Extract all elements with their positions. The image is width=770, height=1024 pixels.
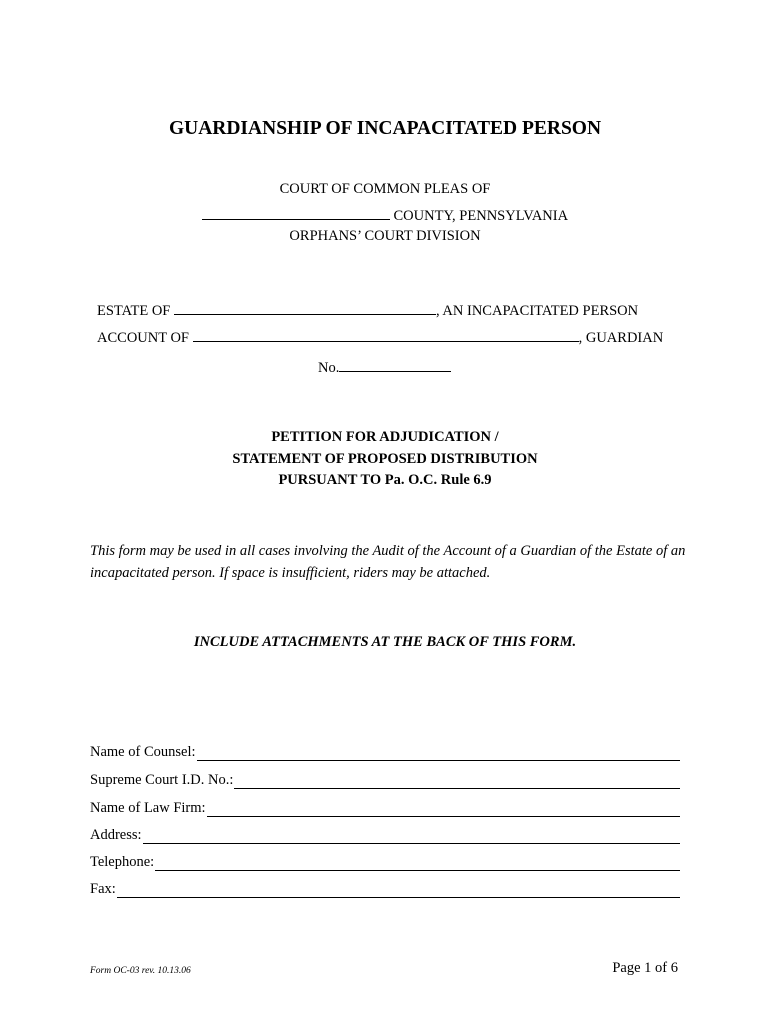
petition-line-3: PURSUANT TO Pa. O.C. Rule 6.9 — [278, 472, 492, 488]
supreme-court-id-field[interactable] — [234, 774, 680, 789]
account-suffix: , GUARDIAN — [578, 330, 664, 346]
fax-label: Fax: — [90, 881, 116, 897]
guardian-name-field[interactable] — [193, 327, 579, 342]
account-row — [97, 327, 663, 347]
address-field[interactable] — [143, 829, 680, 844]
telephone-row — [90, 854, 680, 871]
estate-label: ESTATE OF — [97, 303, 171, 319]
counsel-name-label: Name of Counsel: — [90, 744, 196, 760]
include-attachments-notice: INCLUDE ATTACHMENTS AT THE BACK OF THIS FORM. — [193, 634, 577, 650]
court-line-3: ORPHANS’ COURT DIVISION — [289, 228, 481, 244]
court-line-2 — [0, 205, 770, 225]
form-id: Form OC-03 rev. 10.13.06 — [90, 966, 191, 976]
page-number: Page 1 of 6 — [612, 960, 678, 976]
law-firm-field[interactable] — [207, 802, 680, 817]
petition-line-2: STATEMENT OF PROPOSED DISTRIBUTION — [232, 451, 538, 467]
county-field[interactable] — [202, 205, 390, 220]
fax-field[interactable] — [117, 883, 680, 898]
form-title: GUARDIANSHIP OF INCAPACITATED PERSON — [168, 118, 602, 139]
estate-name-field[interactable] — [174, 300, 436, 315]
account-label: ACCOUNT OF — [97, 330, 189, 346]
law-firm-label: Name of Law Firm: — [90, 800, 206, 816]
fax-row — [90, 881, 680, 898]
counsel-name-row — [90, 744, 680, 761]
number-row — [318, 357, 451, 377]
petition-line-1: PETITION FOR ADJUDICATION / — [271, 429, 499, 445]
telephone-label: Telephone: — [90, 854, 155, 870]
supreme-court-id-label: Supreme Court I.D. No.: — [90, 772, 234, 788]
case-number-field[interactable] — [339, 357, 451, 372]
telephone-field[interactable] — [155, 856, 680, 871]
estate-suffix: , AN INCAPACITATED PERSON — [435, 303, 639, 319]
estate-row — [97, 300, 638, 320]
number-label: No. — [318, 360, 340, 376]
address-row — [90, 827, 680, 844]
address-label: Address: — [90, 827, 142, 843]
counsel-name-field[interactable] — [197, 746, 680, 761]
law-firm-row — [90, 800, 680, 817]
intro-text: This form may be used in all cases involving the Audit of the Account of a Guardian of the Estate of an incapacitated person. If space is insufficient, riders may be attached. — [90, 543, 686, 581]
court-line-1: COURT OF COMMON PLEAS OF — [279, 181, 491, 197]
supreme-court-id-row — [90, 772, 680, 789]
county-label: COUNTY, PENNSYLVANIA — [393, 208, 569, 224]
